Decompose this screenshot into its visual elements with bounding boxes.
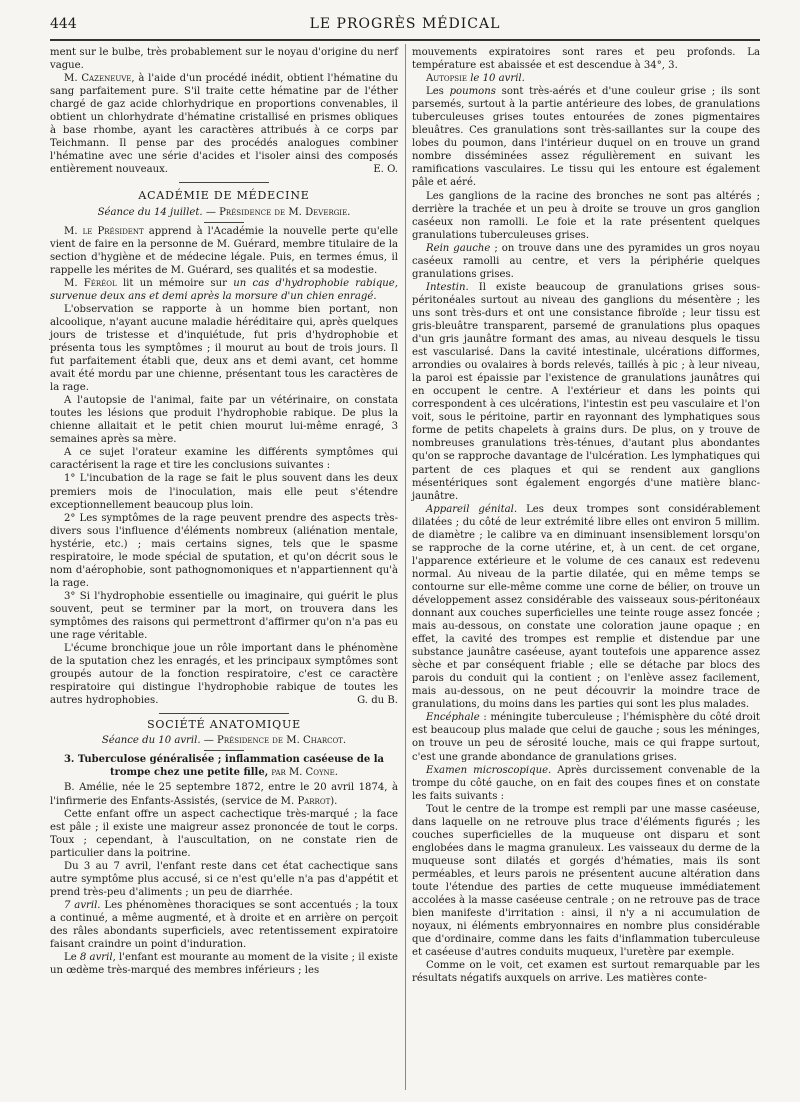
separator: [159, 713, 289, 714]
paragraph: Cette enfant offre un aspect cachectique très-marqué ; la face est pâle ; il existe une maigreur assez prononcée de tout le corps. Toux ; cependant, à l'auscultation, on ne constate rien de particulier dans la poitrine.: [50, 808, 398, 859]
paragraph: Le 8 avril, l'enfant est mourante au moment de la visite ; il existe un œdème très-marqué des membres inférieurs ; les: [50, 952, 398, 977]
paragraph: Encéphale : méningite tuberculeuse ; l'hémisphère du côté droit est beaucoup plus malade que celui de gauche ; sous les méninges, on trouve un peu de sérosité louche, mais ce qui frappe surtout, c'est une grande abondance de granulations grises.: [412, 712, 760, 763]
paragraph: Du 3 au 7 avril, l'enfant reste dans cet état cachectique sans autre symptôme plus accusé, si ce n'est qu'elle n'a pas d'appétit et prend très-peu d'aliments ; un peu de diarrhée.: [50, 860, 398, 898]
section-title: ACADÉMIE DE MÉDECINE: [138, 189, 310, 203]
paragraph: ment sur le bulbe, très probablement sur le noyau d'origine du nerf vague.: [50, 47, 398, 72]
paragraph: 1° L'incubation de la rage se fait le plus souvent dans les deux premiers mois de l'inoculation, mais elle peut s'étendre exceptionnellement beaucoup plus loin.: [50, 473, 398, 511]
page-number: 444: [50, 16, 77, 32]
paragraph: 7 avril. Les phénomènes thoraciques se sont accentués ; la toux a continué, a même augmenté, et à droite et en arrière on perçoit des râles abondants superficiels, avec retentissement expiratoire faisant craindre un point d'induration.: [50, 899, 399, 951]
paragraph: Appareil génital. Les deux trompes sont considérablement dilatées ; du côté de leur extrémité libre elles ont environ 5 millim. de diamètre ; le calibre va en diminuant insensiblement lorsqu'on se rapproche de la corne utérine, et, à un cent. de cet organe, l'apparence extérieure et le volume de ces canaux est redevenu normal. Au niveau de la partie dilatée, qui en même temps se contourne sur elle-même comme une corne de bélier, on trouve un développement assez considérable des vaisseaux sous-péritonéaux donnant aux couches superficielles une teinte rouge assez foncée ; mais au-dessous, on constate une coloration jaune opaque ; en effet, la cavité des trompes est remplie et distendue par une substance jaunâtre caséeuse, ayant toutefois une apparence assez sèche et par conséquent friable ; elle se détache par blocs des parois du conduit qui la contient ; on l'enlève assez facilement, mais au-dessous, on ne peut découvrir la moindre trace de granulations, du moins dans les parties qui sont les plus malades.: [412, 503, 761, 711]
session-line: Séance du 10 avril. — Présidence de M. Charcot.: [101, 735, 347, 747]
paragraph: Intestin. Il existe beaucoup de granulations grises sous-péritonéales surtout au niveau des ganglions du mésentère ; les uns sont très-durs et ont une consistance fibroïde ; leur tissu est gris-bleuâtre transparent, parsemé de granulations plus opaques d'un gris jaunâtre formant des amas, au niveau desquels le tissu est vascularisé. Dans la cavité intestinale, ulcérations difformes, arrondies ou ovalaires à bords relevés, taillés à pic ; à leur niveau, la paroi est épaissie par l'existence de granulations jaunâtres qui en occupent le centre. A l'extérieur et dans les points qui correspondent à ces ulcérations, l'intestin est peu vasculaire et l'on voit, sous le péritoine, partir en rayonnant des lymphatiques sous forme de petits chapelets à grains durs. De plus, on y trouve de nombreuses granulations très-ténues, d'autant plus abondantes qu'on se rapproche davantage de l'ulcération. Les lymphatiques qui partent de ces plaques et qui se rendent aux ganglions mésentériques sont également engorgés d'une matière blanc-jaunâtre.: [412, 281, 760, 502]
author-name: Cazeneuve: [81, 73, 132, 85]
signature: G. du B.: [357, 695, 398, 707]
session-line: Séance du 14 juillet. — Présidence de M. Devergie.: [97, 206, 351, 218]
paragraph: Autopsie le 10 avril.: [426, 73, 525, 85]
left-column: [50, 46, 398, 977]
paragraph: 2° Les symptômes de la rage peuvent prendre des aspects très-divers sous l'influence d'éléments nombreux (aliénation mentale, hystérie, etc.) ; mais certains signes, tels que le spasme respiratoire, le mode spécial de sputation, et qu'on décrit sous le nom d'aérophobie, sont pathognomoniques et n'appartiennent qu'à la rage.: [50, 512, 398, 589]
paragraph: M. Cazeneuve, à l'aide d'un procédé inédit, obtient l'hématine du sang parfaitement pure. S'il traite cette hématine par de l'éther chargé de gaz acide chlorhydrique en proportions convenables, il obtient un chlorhydrate d'hématine cristallisé en prismes obliques à base rhombe, ayant les caractères attribués à ce corps par Teichmann. Il pense par des procédés analogues combiner l'hématine avec une série d'acides et l'isoler ainsi des composés entièrement nouveaux. E. O.: [50, 73, 398, 176]
paragraph: M. Féréol lit un mémoire sur un cas d'hydrophobie rabique, survenue deux ans et demi après la morsure d'un chien enragé.: [50, 277, 398, 302]
memoir-title: un cas d'hydrophobie rabique, survenue deux ans et demi après la morsure d'un chien enragé.: [50, 277, 398, 302]
page-header: [50, 14, 760, 34]
paragraph: Les poumons sont très-aérés et d'une couleur grise ; ils sont parsemés, surtout à la partie antérieure des lobes, de granulations tuberculeuses grises toutes entourées de zones pigmentaires bleuâtres. Ces granulations sont très-saillantes sur la coupe des lobes du poumon, dans l'intérieur duquel on en trouve un grand nombre disséminées assez régulièrement en suivant les ramifications vasculaires. Le tissu qui les entoure est également pâle et aéré.: [412, 86, 760, 189]
paragraph: A l'autopsie de l'animal, faite par un vétérinaire, on constata toutes les lésions que produit l'hydrophobie rabique. De plus la chienne allaitait et le petit chien mourut lui-même enragé, 3 semaines après sa mère.: [50, 395, 398, 446]
article-title: 3. Tuberculose généralisée ; inflammation caséeuse de la trompe chez une petite fille, par M. Coyne.: [63, 754, 385, 779]
separator: [204, 222, 244, 223]
paragraph: Examen microscopique. Après durcissement convenable de la trompe du côté gauche, on en fait des coupes fines et on constate les faits suivants :: [412, 764, 760, 802]
signature: E. O.: [373, 164, 398, 176]
header-rule: [50, 39, 760, 41]
journal-title: LE PROGRÈS MÉDICAL: [309, 16, 501, 32]
paragraph: L'observation se rapporte à un homme bien portant, non alcoolique, n'ayant aucune maladie héréditaire qui, après quelques jours de tristesse et d'inquiétude, fut pris d'hydrophobie et présenta tous les symptômes ; il mourut au bout de trois jours. Il fut parfaitement établi que, deux ans et demi avant, cet homme avait été mordu par une chienne, présentant tous les caractères de la rage.: [50, 303, 398, 394]
paragraph: Les ganglions de la racine des bronches ne sont pas altérés ; derrière la trachée et un peu à droite se trouve un gros ganglion caséeux non ramolli. Le foie et la rate présentent quelques granulations tuberculeuses grises.: [412, 190, 760, 241]
column-divider: [405, 44, 406, 1090]
right-column: [412, 46, 760, 985]
separator: [204, 750, 244, 751]
separator: [179, 182, 269, 183]
paragraph: Rein gauche ; on trouve dans une des pyramides un gros noyau caséeux ramolli au centre, et vers la périphérie quelques granulations grises.: [412, 242, 760, 280]
paragraph: A ce sujet l'orateur examine les différents symptômes qui caractérisent la rage et tire les conclusions suivantes :: [50, 447, 398, 472]
section-title: SOCIÉTÉ ANATOMIQUE: [147, 718, 301, 732]
paragraph: 3° Si l'hydrophobie essentielle ou imaginaire, qui guérit le plus souvent, peut se terminer par la mort, on trouvera dans les symptômes des raisons qui permettront d'affirmer qu'on n'a pas eu une rage véritable.: [50, 590, 398, 642]
paragraph: L'écume bronchique joue un rôle important dans le phénomène de la sputation chez les enragés, et les principaux symptômes sont groupés autour de la fonction respiratoire, c'est ce caractère respiratoire qui distingue l'hydrophobie rabique de toutes les autres hydrophobies. G. du B.: [50, 643, 398, 707]
paragraph: Comme on le voit, cet examen est surtout remarquable par les résultats négatifs auxquels on arrive. Les matières conte-: [412, 960, 760, 985]
paragraph: M. le Président apprend à l'Académie la nouvelle perte qu'elle vient de faire en la personne de M. Guérard, membre titulaire de la section d'hygiène et de médecine légale. Puis, en termes émus, il rappelle les mérites de M. Guérard, ses qualités et sa modestie.: [50, 225, 398, 276]
paragraph: Tout le centre de la trompe est rempli par une masse caséeuse, dans laquelle on ne retrouve plus trace d'éléments figurés ; les couches superficielles de la muqueuse ont disparu et sont englobées dans le magma granuleux. Les vaisseaux du derme de la muqueuse sont dilatés et gorgés d'hématies, mais ils sont perméables, et leurs parois ne présentent aucune altération dans toute l'étendue des parties de cette muqueuse immédiatement accolées à la masse caséeuse centrale ; on ne retrouve pas de trace bien manifeste d'irritation : ainsi, il n'y a ni accumulation de noyaux, ni éléments embryonnaires en nombre plus considérable que d'ordinaire, comme dans les faits d'inflammation tuberculeuse et caséeuse d'autres conduits muqueux, l'uretère par exemple.: [412, 803, 760, 959]
paragraph: mouvements expiratoires sont rares et peu profonds. La température est abaissée et est descendue à 34°, 3.: [412, 47, 760, 72]
paragraph: B. Amélie, née le 25 septembre 1872, entre le 20 avril 1874, à l'infirmerie des Enfants-Assistés, (service de M. Parrot).: [50, 782, 398, 807]
